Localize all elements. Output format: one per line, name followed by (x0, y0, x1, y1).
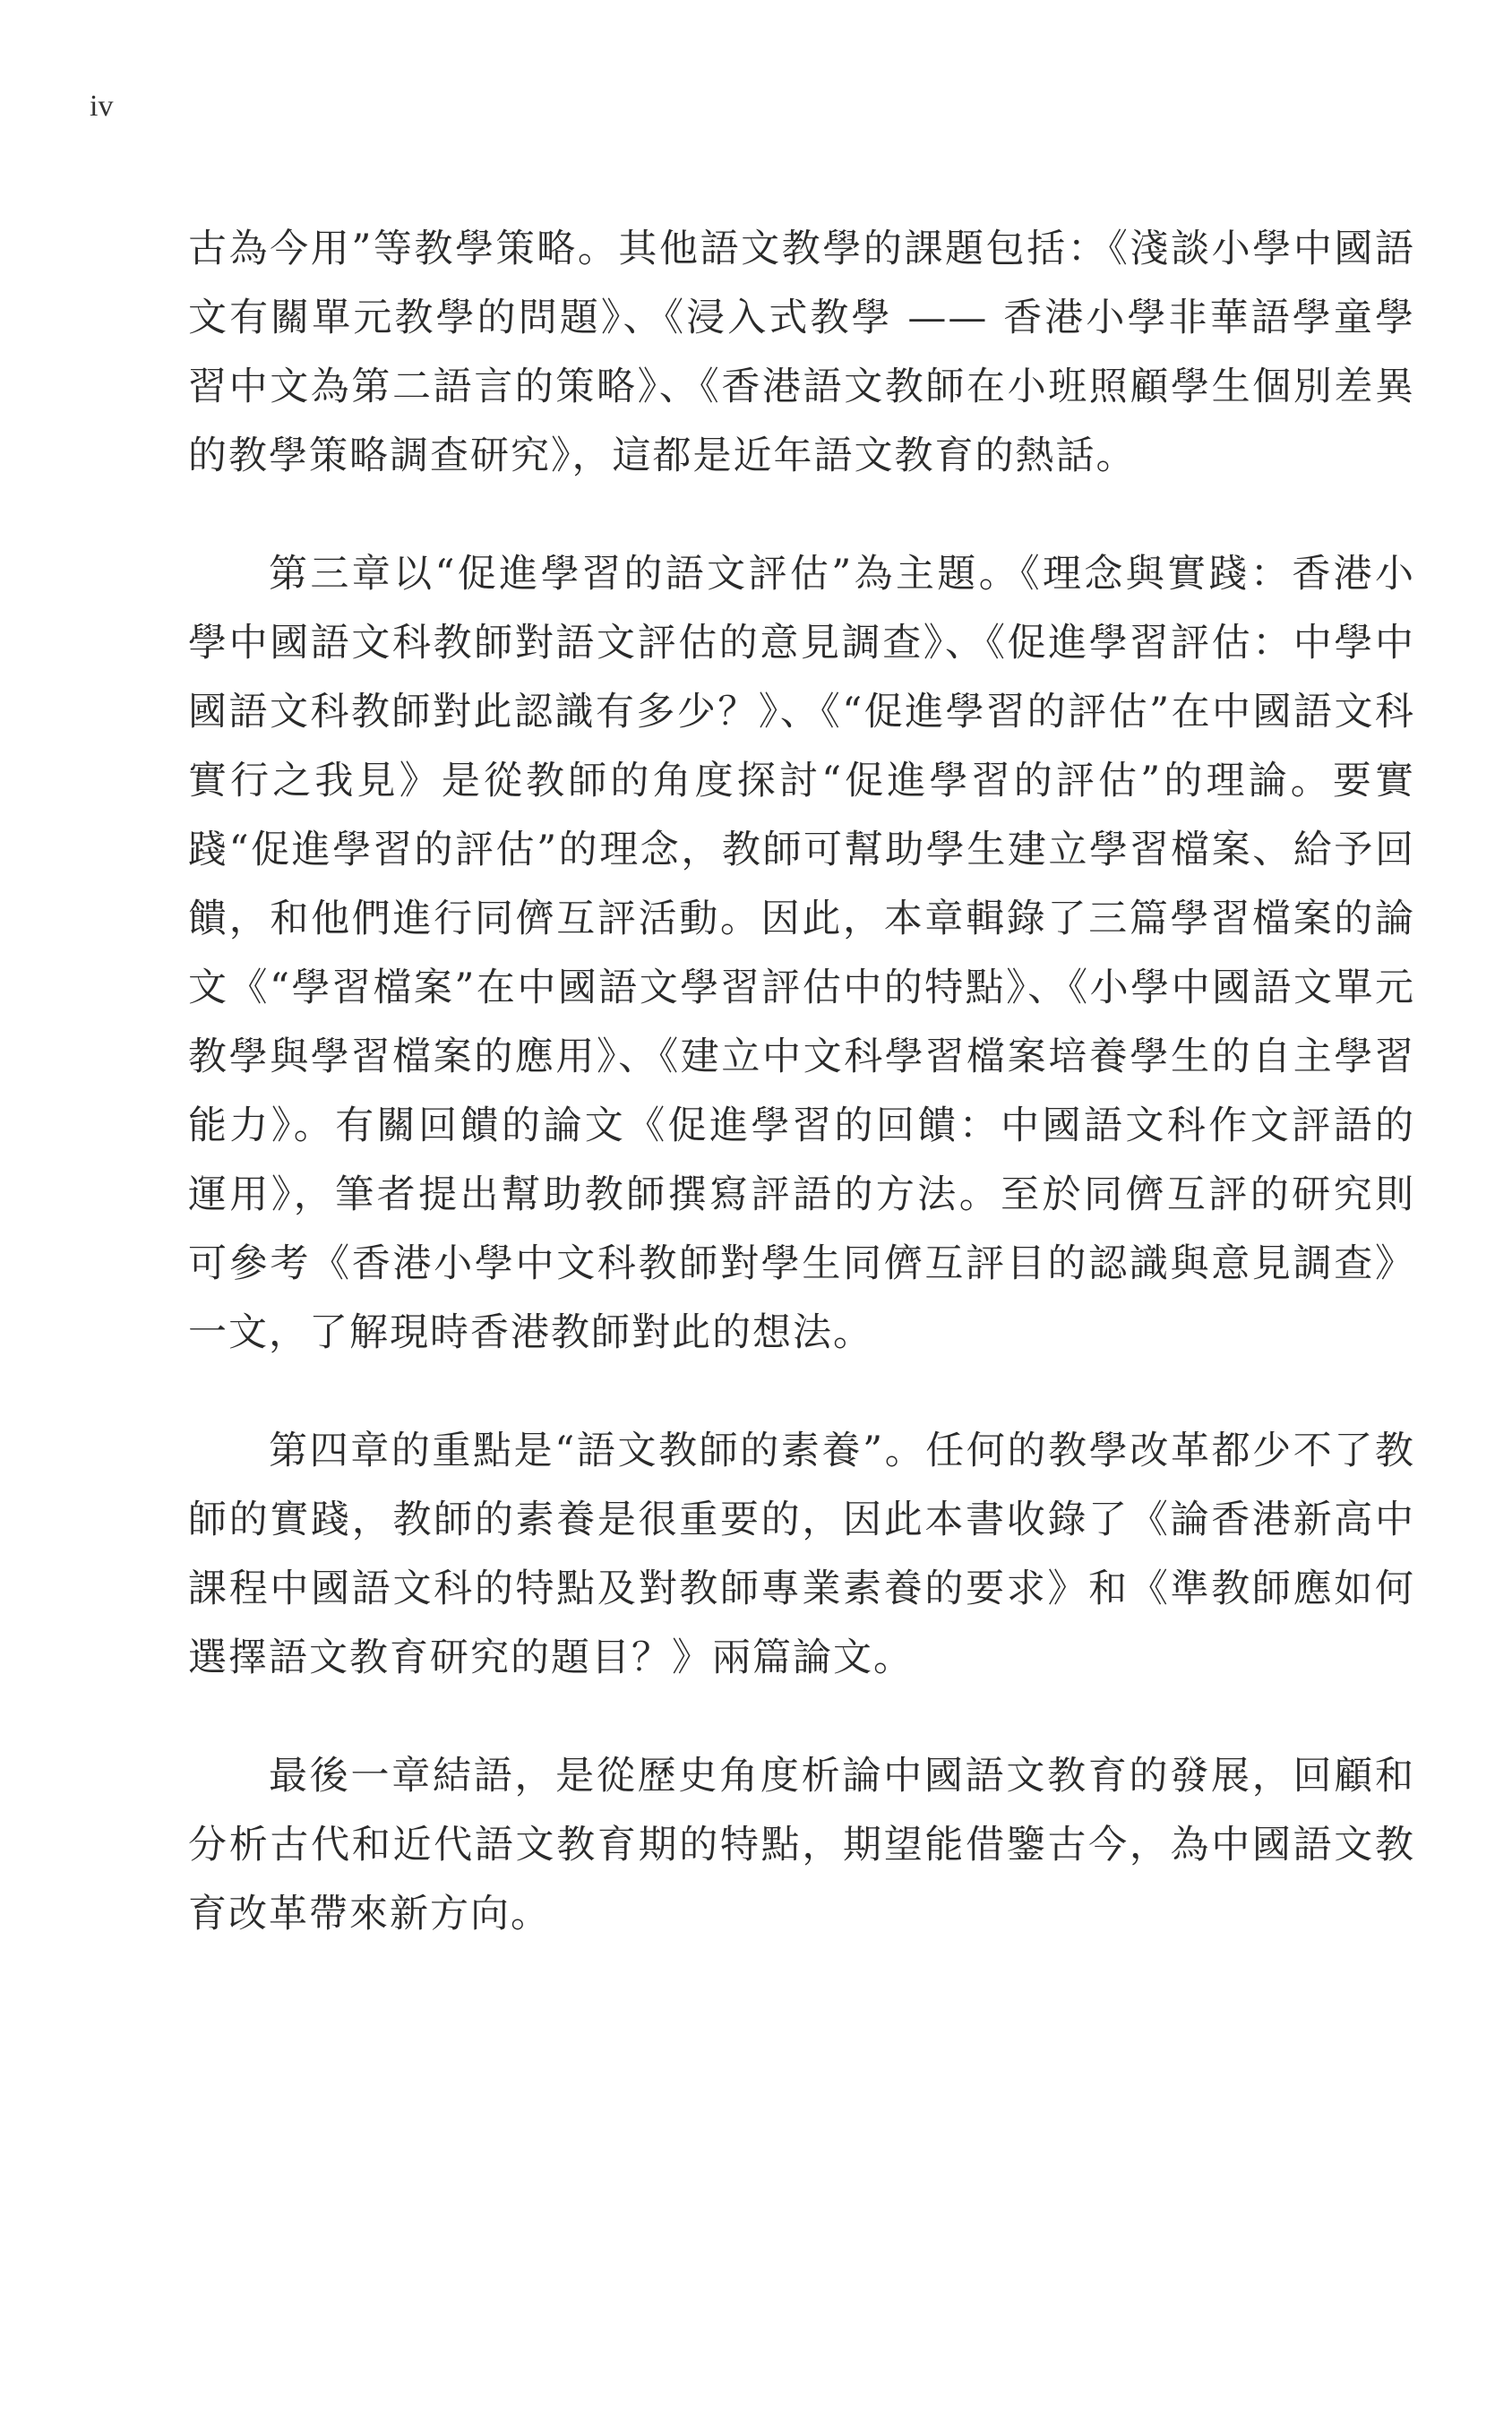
page-number: iv (90, 90, 114, 123)
paragraph-conclusion: 最後一章結語，是從歷史角度析論中國語文教育的發展，回顧和分析古代和近代語文教育期的特點，期望能借鑒古今，為中國語文教育改革帶來新方向。 (188, 1754, 1415, 1936)
paragraph-1-continued: 古為今用”等教學策略。其他語文教學的課題包括：《淺談小學中國語文有關單元教學的問題》、《浸入式教學 —— 香港小學非華語學童學習中文為第二語言的策略》、《香港語文教師在小班照顧學生個別差異的教學策略調查研究》，這都是近年語文教育的熱話。 (188, 227, 1415, 478)
paragraph-chapter-3: 第三章以“促進學習的語文評估”為主題。《理念與實踐：香港小學中國語文科教師對語文評估的意見調查》、《促進學習評估：中學中國語文科教師對此認識有多少？》、《“促進學習的評估”在中國語文科實行之我見》是從教師的角度探討“促進學習的評估”的理論。要實踐“促進學習的評估”的理念，教師可幫助學生建立學習檔案、給予回饋，和他們進行同儕互評活動。因此，本章輯錄了三篇學習檔案的論文《“學習檔案”在中國語文學習評估中的特點》、《小學中國語文單元教學與學習檔案的應用》、《建立中文科學習檔案培養學生的自主學習能力》。有關回饋的論文《促進學習的回饋：中國語文科作文評語的運用》，筆者提出幫助教師撰寫評語的方法。至於同儕互評的研究則可參考《香港小學中文科教師對學生同儕互評目的認識與意見調查》一文，了解現時香港教師對此的想法。 (188, 552, 1415, 1355)
paragraph-chapter-4: 第四章的重點是“語文教師的素養”。任何的教學改革都少不了教師的實踐，教師的素養是很重要的，因此本書收錄了《論香港新高中課程中國語文科的特點及對教師專業素養的要求》和《準教師應如何選擇語文教育研究的題目？》兩篇論文。 (188, 1429, 1415, 1680)
body-text (188, 215, 1415, 1949)
